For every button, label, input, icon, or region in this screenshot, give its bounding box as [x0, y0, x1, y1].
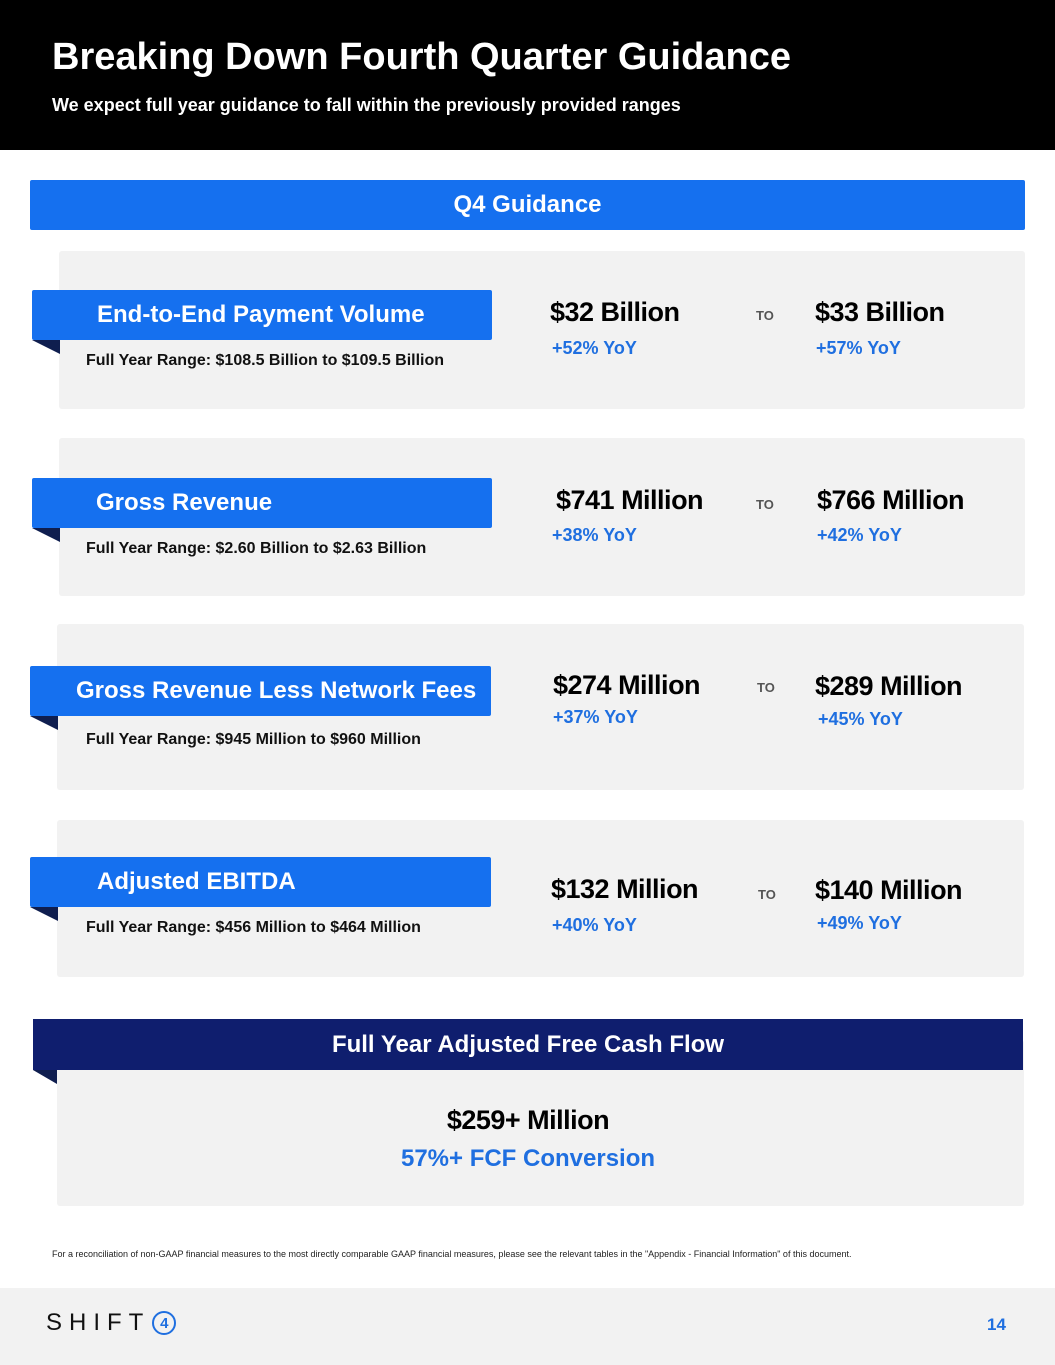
fcf-value: $259+ Million [446, 1105, 610, 1135]
tab-fold [32, 528, 60, 542]
logo-mark: 4 [152, 1311, 176, 1335]
metric-low-yoy: +40% YoY [552, 915, 637, 935]
range-separator: TO [756, 497, 774, 512]
range-separator: TO [756, 308, 774, 323]
metric-high-value: $766 Million [817, 485, 965, 515]
metric-high-value: $33 Billion [815, 297, 945, 327]
metric-range: Full Year Range: $108.5 Billion to $109.5 Billion [86, 352, 445, 369]
tab-fold [32, 340, 60, 354]
fcf-banner: Full Year Adjusted Free Cash Flow [33, 1019, 1023, 1070]
footnote: For a reconciliation of non-GAAP financial measures to the most directly comparable GAAP financial measures, please see the relevant tables in the "Appendix - Financial Information" of this document. [52, 1249, 852, 1259]
metric-range: Full Year Range: $456 Million to $464 Million [86, 919, 421, 936]
tab-fold [33, 1070, 57, 1084]
range-separator: TO [757, 680, 775, 695]
tab-fold [30, 716, 58, 730]
metric-range: Full Year Range: $2.60 Billion to $2.63 Billion [86, 540, 427, 557]
metric-range: Full Year Range: $945 Million to $960 Million [86, 731, 421, 748]
metric-high-yoy: +42% YoY [817, 525, 902, 545]
metric-high-yoy: +57% YoY [816, 338, 901, 358]
metric-low-value: $274 Million [553, 670, 701, 700]
metric-label: End-to-End Payment Volume [32, 290, 492, 340]
page-subtitle: We expect full year guidance to fall within the previously provided ranges [52, 95, 681, 115]
metric-high-yoy: +45% YoY [818, 709, 903, 729]
q4-guidance-banner: Q4 Guidance [30, 180, 1025, 230]
metric-high-yoy: +49% YoY [817, 913, 902, 933]
metric-high-value: $140 Million [815, 875, 963, 905]
shift4-logo [46, 1310, 176, 1336]
metric-low-yoy: +37% YoY [553, 707, 638, 727]
fcf-conversion: 57%+ FCF Conversion [400, 1145, 656, 1172]
metric-label: Gross Revenue Less Network Fees [30, 666, 491, 716]
metric-low-value: $32 Billion [550, 297, 680, 327]
page-number: 14 [987, 1315, 1006, 1334]
metric-low-yoy: +52% YoY [552, 338, 637, 358]
logo-wordmark: SHIFT [46, 1309, 151, 1336]
metric-low-yoy: +38% YoY [552, 525, 637, 545]
range-separator: TO [758, 887, 776, 902]
page-title: Breaking Down Fourth Quarter Guidance [52, 36, 791, 78]
metric-high-value: $289 Million [815, 671, 963, 701]
metric-label: Adjusted EBITDA [30, 857, 491, 907]
metric-label: Gross Revenue [32, 478, 492, 528]
header [0, 0, 1055, 150]
tab-fold [30, 907, 58, 921]
metric-low-value: $741 Million [556, 485, 704, 515]
metric-low-value: $132 Million [551, 874, 699, 904]
